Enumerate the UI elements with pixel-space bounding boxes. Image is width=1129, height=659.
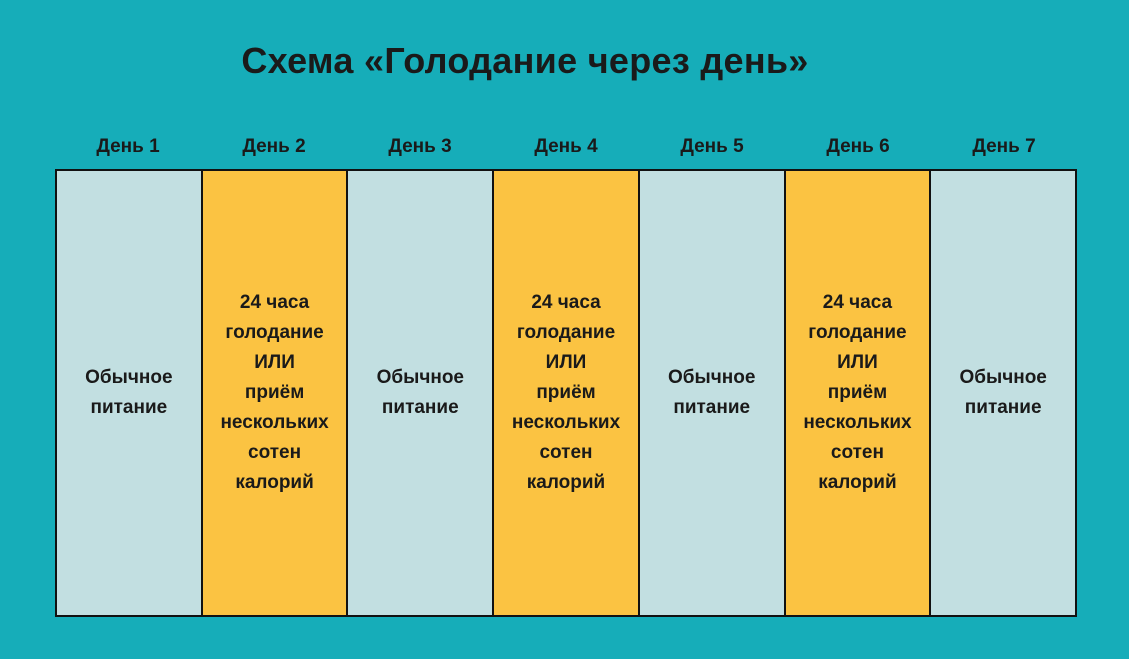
day-header-5: День 5 xyxy=(680,136,744,157)
day-cell-1 xyxy=(57,171,203,615)
schedule-grid xyxy=(55,169,1077,617)
day-cell-3 xyxy=(348,171,494,615)
day-cell-5 xyxy=(640,171,786,615)
day-cell-7 xyxy=(931,171,1075,615)
day-cell-2 xyxy=(203,171,349,615)
day-cell-text: Обычное питание xyxy=(668,367,756,418)
day-header-3: День 3 xyxy=(388,136,452,157)
day-cell-text: Обычное питание xyxy=(376,367,464,418)
day-headers xyxy=(55,136,1077,166)
diagram-title: Схема «Голодание через день» xyxy=(241,40,809,81)
day-header-7: День 7 xyxy=(972,136,1036,157)
day-cell-6 xyxy=(786,171,932,615)
day-cell-text: 24 часа голодание ИЛИ приём нескольких сотен калорий xyxy=(803,292,912,493)
day-cell-text: 24 часа голодание ИЛИ приём нескольких сотен калорий xyxy=(511,292,621,493)
day-header-2: День 2 xyxy=(242,136,306,157)
day-header-4: День 4 xyxy=(534,136,598,157)
day-header-1: День 1 xyxy=(96,136,160,157)
day-cell-4 xyxy=(494,171,640,615)
day-cell-text: 24 часа голодание ИЛИ приём нескольких сотен калорий xyxy=(220,292,329,493)
day-cell-text: Обычное питание xyxy=(85,367,173,418)
day-cell-text: Обычное питание xyxy=(959,367,1047,418)
day-header-6: День 6 xyxy=(826,136,890,157)
